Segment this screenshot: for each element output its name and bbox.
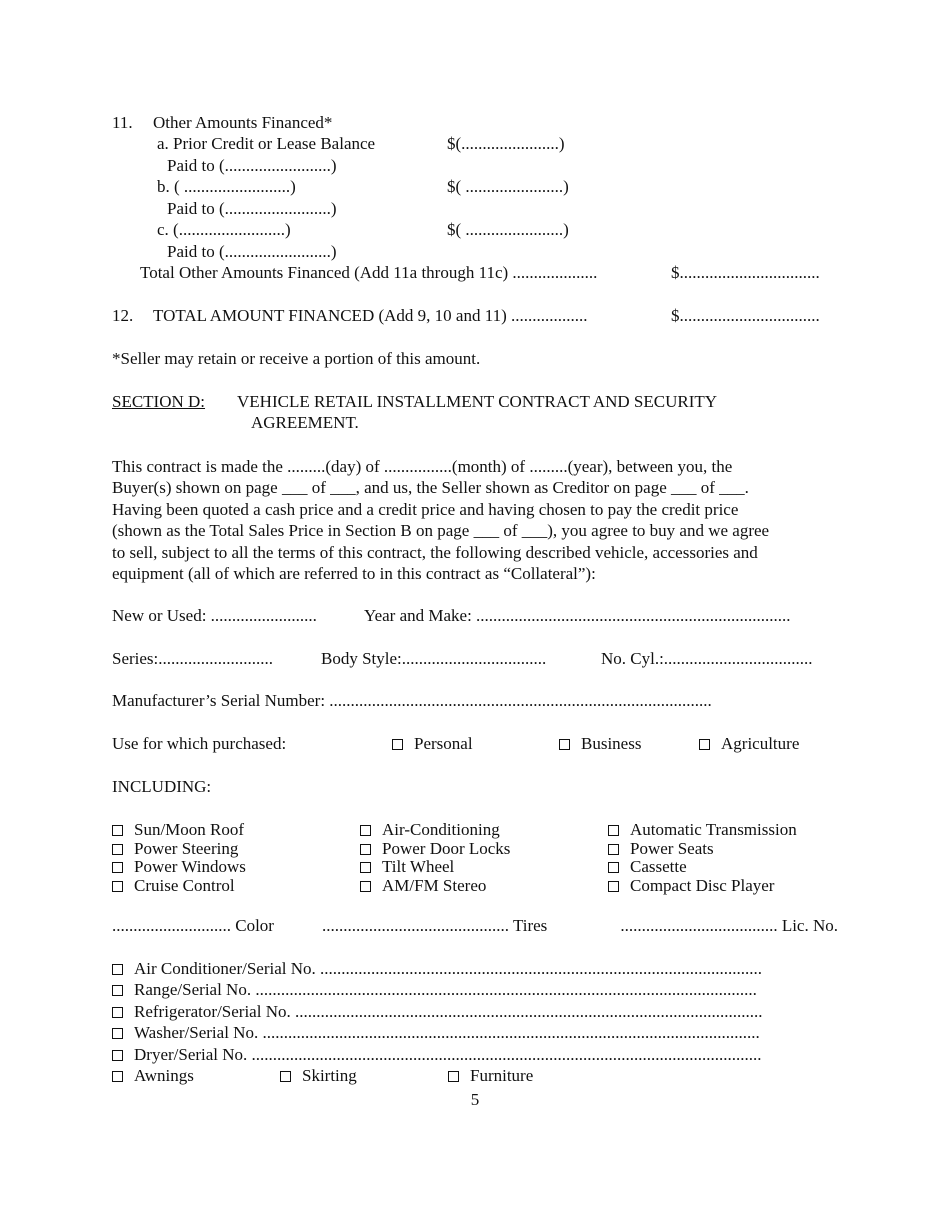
- appliance-label: Dryer/Serial No. ........................................................................................................................: [134, 1045, 762, 1064]
- item-12-label: TOTAL AMOUNT FINANCED (Add 9, 10 and 11) ..................: [153, 306, 588, 325]
- appliance-refrigerator[interactable]: [112, 1002, 762, 1022]
- appliance-dryer[interactable]: [112, 1045, 762, 1065]
- extra-skirting[interactable]: [280, 1066, 357, 1086]
- option-label: Sun/Moon Roof: [134, 820, 245, 839]
- body-style-field[interactable]: Body Style:..................................: [321, 649, 547, 668]
- checkbox-icon: [112, 1028, 123, 1039]
- contract-paragraph: [112, 456, 840, 584]
- section-d-label: SECTION D:: [112, 392, 206, 411]
- paragraph-line: This contract is made the .........(day) of ................(month) of .........(year), between you, the: [112, 457, 733, 476]
- new-or-used-field[interactable]: New or Used: .........................: [112, 606, 317, 625]
- checkbox-icon: [699, 739, 710, 750]
- item-11-title: Other Amounts Financed*: [153, 113, 333, 132]
- option-label: Tilt Wheel: [382, 857, 455, 876]
- option-sun-moon-roof[interactable]: [112, 820, 244, 840]
- option-power-door-locks[interactable]: [360, 839, 510, 859]
- extra-label: Skirting: [302, 1066, 357, 1085]
- extra-label: Awnings: [134, 1066, 194, 1085]
- checkbox-icon: [360, 862, 371, 873]
- no-cyl-field[interactable]: No. Cyl.:...................................: [601, 649, 813, 668]
- option-label: Air-Conditioning: [382, 820, 500, 839]
- seller-footnote: *Seller may retain or receive a portion of this amount.: [112, 349, 481, 368]
- use-personal-checkbox[interactable]: [392, 734, 473, 754]
- appliance-air-conditioner[interactable]: [112, 959, 762, 979]
- item-11a-paid-to-field[interactable]: Paid to (.........................): [167, 156, 337, 175]
- item-11b-label[interactable]: b. ( .........................): [157, 177, 296, 196]
- including-label: INCLUDING:: [112, 777, 212, 796]
- item-11-total-label: Total Other Amounts Financed (Add 11a through 11c) ....................: [140, 263, 598, 282]
- item-11a-amount-field[interactable]: $(.......................): [447, 134, 565, 153]
- checkbox-icon: [608, 844, 619, 855]
- paragraph-line: Having been quoted a cash price and a credit price and having chosen to pay the credit price: [112, 499, 739, 519]
- option-label: Power Seats: [630, 839, 714, 858]
- use-option-label: Business: [581, 734, 642, 753]
- paragraph-line: to sell, subject to all the terms of this contract, the following described vehicle, accessories and: [112, 542, 758, 562]
- lic-no-field[interactable]: ..................................... Lic. No.: [620, 916, 838, 935]
- option-label: Power Door Locks: [382, 839, 511, 858]
- appliance-label: Washer/Serial No. .....................................................................................................................: [134, 1023, 760, 1042]
- appliance-washer[interactable]: [112, 1023, 760, 1043]
- checkbox-icon: [608, 881, 619, 892]
- item-11-total-amount-field[interactable]: $.................................: [671, 263, 820, 282]
- item-11b-amount-field[interactable]: $( .......................): [447, 177, 569, 196]
- checkbox-icon: [112, 1071, 123, 1082]
- checkbox-icon: [112, 844, 123, 855]
- option-power-windows[interactable]: [112, 857, 246, 877]
- use-agriculture-checkbox[interactable]: [699, 734, 799, 754]
- checkbox-icon: [112, 1007, 123, 1018]
- option-label: Cruise Control: [134, 876, 235, 895]
- checkbox-icon: [608, 825, 619, 836]
- option-label: Automatic Transmission: [630, 820, 797, 839]
- series-field[interactable]: Series:...........................: [112, 649, 274, 668]
- checkbox-icon: [112, 862, 123, 873]
- color-field[interactable]: ............................ Color: [112, 916, 274, 935]
- option-power-steering[interactable]: [112, 839, 238, 859]
- checkbox-icon: [112, 825, 123, 836]
- option-automatic-transmission[interactable]: [608, 820, 797, 840]
- appliance-label: Refrigerator/Serial No. ..............................................................................................................: [134, 1002, 763, 1021]
- option-label: Cassette: [630, 857, 687, 876]
- checkbox-icon: [112, 881, 123, 892]
- option-label: Compact Disc Player: [630, 876, 775, 895]
- section-d-title-line1: VEHICLE RETAIL INSTALLMENT CONTRACT AND SECURITY: [237, 392, 718, 411]
- option-tilt-wheel[interactable]: [360, 857, 454, 877]
- extra-furniture[interactable]: [448, 1066, 533, 1086]
- checkbox-icon: [112, 964, 123, 975]
- item-12-number: 12.: [112, 306, 134, 325]
- appliance-label: Range/Serial No. ......................................................................................................................: [134, 980, 757, 999]
- option-compact-disc-player[interactable]: [608, 876, 774, 896]
- item-11a-label: a. Prior Credit or Lease Balance: [157, 134, 376, 153]
- use-option-label: Agriculture: [721, 734, 800, 753]
- checkbox-icon: [360, 881, 371, 892]
- checkbox-icon: [112, 1050, 123, 1061]
- option-air-conditioning[interactable]: [360, 820, 500, 840]
- checkbox-icon: [112, 985, 123, 996]
- item-11b-paid-to-field[interactable]: Paid to (.........................): [167, 199, 337, 218]
- item-11-number: 11.: [112, 113, 133, 132]
- checkbox-icon: [448, 1071, 459, 1082]
- option-cruise-control[interactable]: [112, 876, 235, 896]
- checkbox-icon: [280, 1071, 291, 1082]
- use-business-checkbox[interactable]: [559, 734, 641, 754]
- year-and-make-field[interactable]: Year and Make: ..........................................................................: [364, 606, 791, 625]
- item-11c-paid-to-field[interactable]: Paid to (.........................): [167, 242, 337, 261]
- item-11c-amount-field[interactable]: $( .......................): [447, 220, 569, 239]
- appliance-range[interactable]: [112, 980, 757, 1000]
- paragraph-line: (shown as the Total Sales Price in Section B on page ___ of ___), you agree to buy and we agree: [112, 521, 770, 541]
- checkbox-icon: [392, 739, 403, 750]
- extra-label: Furniture: [470, 1066, 534, 1085]
- checkbox-icon: [559, 739, 570, 750]
- paragraph-line: equipment (all of which are referred to in this contract as “Collateral”):: [112, 564, 596, 584]
- tires-field[interactable]: ............................................ Tires: [322, 916, 548, 935]
- option-power-seats[interactable]: [608, 839, 714, 859]
- appliance-label: Air Conditioner/Serial No. ........................................................................................................: [134, 959, 763, 978]
- checkbox-icon: [608, 862, 619, 873]
- item-12-amount-field[interactable]: $.................................: [671, 306, 820, 325]
- extra-awnings[interactable]: [112, 1066, 194, 1086]
- checkbox-icon: [360, 844, 371, 855]
- option-am-fm-stereo[interactable]: [360, 876, 486, 896]
- checkbox-icon: [360, 825, 371, 836]
- serial-number-field[interactable]: Manufacturer’s Serial Number: ..........................................................................................: [112, 691, 712, 710]
- page-number: 5: [470, 1090, 480, 1109]
- item-11c-label[interactable]: c. (.........................): [157, 220, 291, 239]
- use-option-label: Personal: [414, 734, 473, 753]
- section-d-title-line2: AGREEMENT.: [251, 413, 359, 432]
- option-label: AM/FM Stereo: [382, 876, 487, 895]
- option-label: Power Windows: [134, 857, 246, 876]
- use-label: Use for which purchased:: [112, 734, 287, 753]
- paragraph-line: Buyer(s) shown on page ___ of ___, and us, the Seller shown as Creditor on page ___ of ___.: [112, 478, 749, 498]
- option-cassette[interactable]: [608, 857, 687, 877]
- option-label: Power Steering: [134, 839, 239, 858]
